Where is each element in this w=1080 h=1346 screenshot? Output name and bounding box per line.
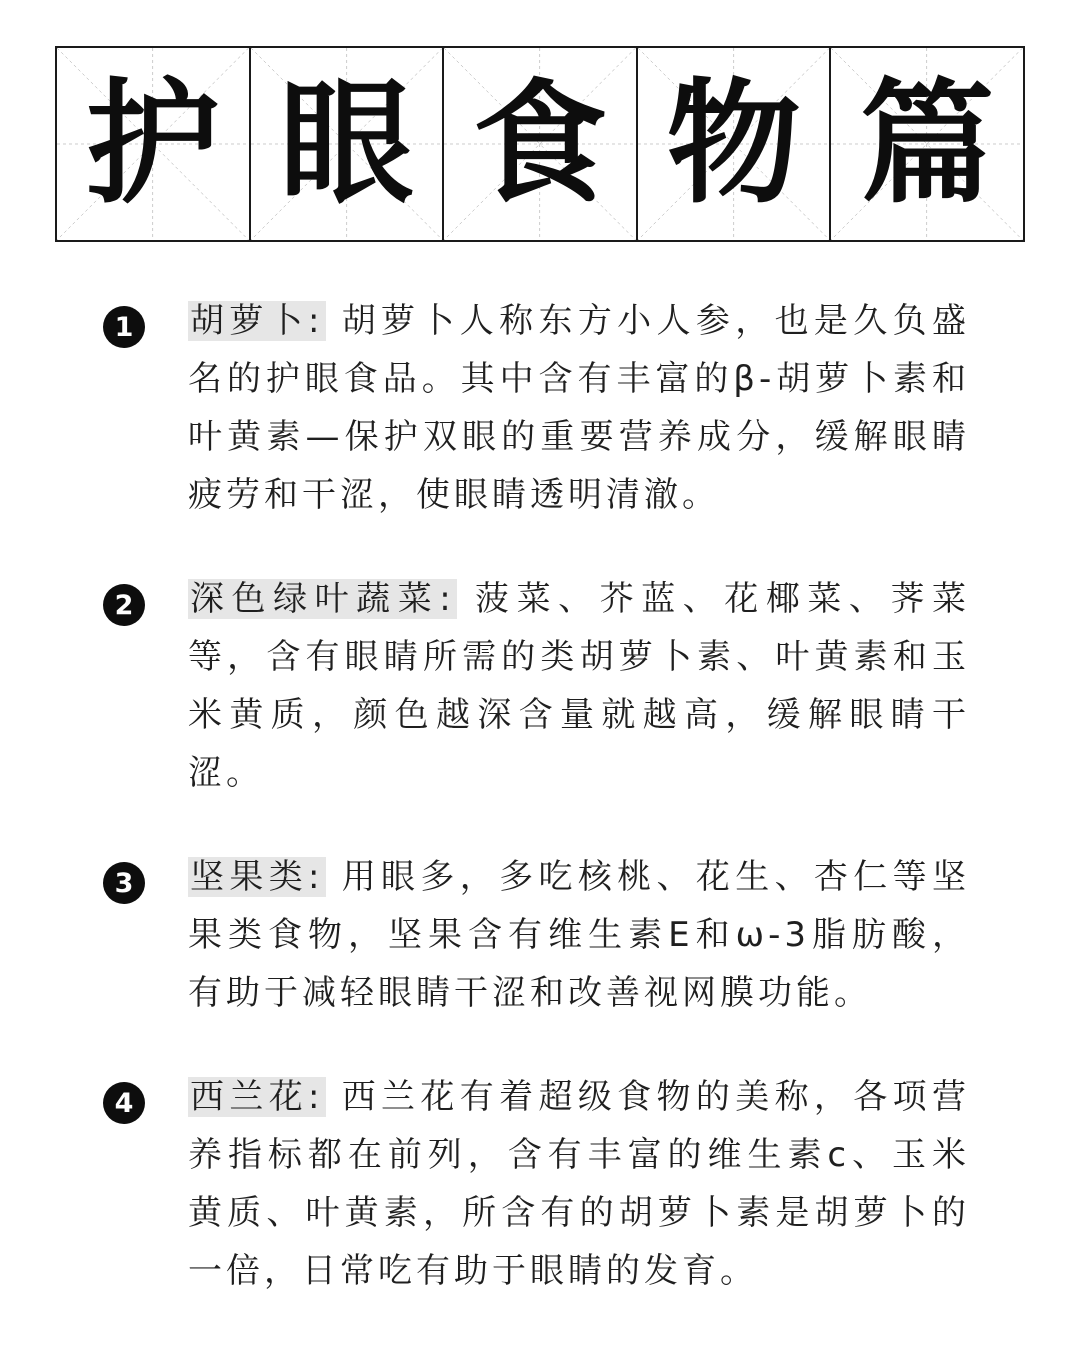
food-list [0, 292, 1080, 1346]
number-badge: 2 [103, 584, 145, 626]
title-char: 篇 [860, 66, 995, 222]
item-name: 坚果类: [190, 857, 324, 897]
number-badge: 1 [103, 306, 145, 348]
food-item-carrot [0, 292, 1080, 524]
item-description: 西兰花有着超级食物的美称，各项营养指标都在前列，含有丰富的维生素c、玉米黄质、叶黄素，所含有的胡萝卜素是胡萝卜的一倍，日常吃有助于眼睛的发育。 [188, 1077, 970, 1291]
food-item-broccoli [0, 1068, 1080, 1300]
item-paragraph [188, 848, 970, 1022]
number-badge: 3 [103, 862, 145, 904]
item-paragraph [188, 1068, 970, 1300]
title-cell [444, 48, 638, 240]
item-paragraph [188, 570, 970, 802]
title-char: 食 [472, 66, 607, 222]
item-description: 菠菜、芥蓝、花椰菜、荠菜等，含有眼睛所需的类胡萝卜素、叶黄素和玉米黄质，颜色越深含量就越高，缓解眼睛干涩。 [188, 579, 970, 793]
item-paragraph [188, 292, 970, 524]
food-item-greens [0, 570, 1080, 802]
title-char: 护 [85, 66, 220, 222]
number-badge: 4 [103, 1082, 145, 1124]
title-char: 眼 [279, 66, 414, 222]
item-name: 深色绿叶蔬菜: [190, 579, 455, 619]
item-description: 用眼多，多吃核桃、花生、杏仁等坚果类食物，坚果含有维生素E和ω-3脂肪酸，有助于减轻眼睛干涩和改善视网膜功能。 [188, 857, 970, 1013]
title-cell [251, 48, 445, 240]
title-cell [57, 48, 251, 240]
title-cell [831, 48, 1023, 240]
title-grid [55, 46, 1025, 242]
item-name: 西兰花: [190, 1077, 324, 1117]
item-description: 胡萝卜人称东方小人参，也是久负盛名的护眼食品。其中含有丰富的β-胡萝卜素和叶黄素—保护双眼的重要营养成分，缓解眼睛疲劳和干涩，使眼睛透明清澈。 [188, 301, 970, 515]
title-char: 物 [666, 66, 801, 222]
food-item-nuts [0, 848, 1080, 1022]
title-cell [638, 48, 832, 240]
item-name: 胡萝卜: [190, 301, 324, 341]
